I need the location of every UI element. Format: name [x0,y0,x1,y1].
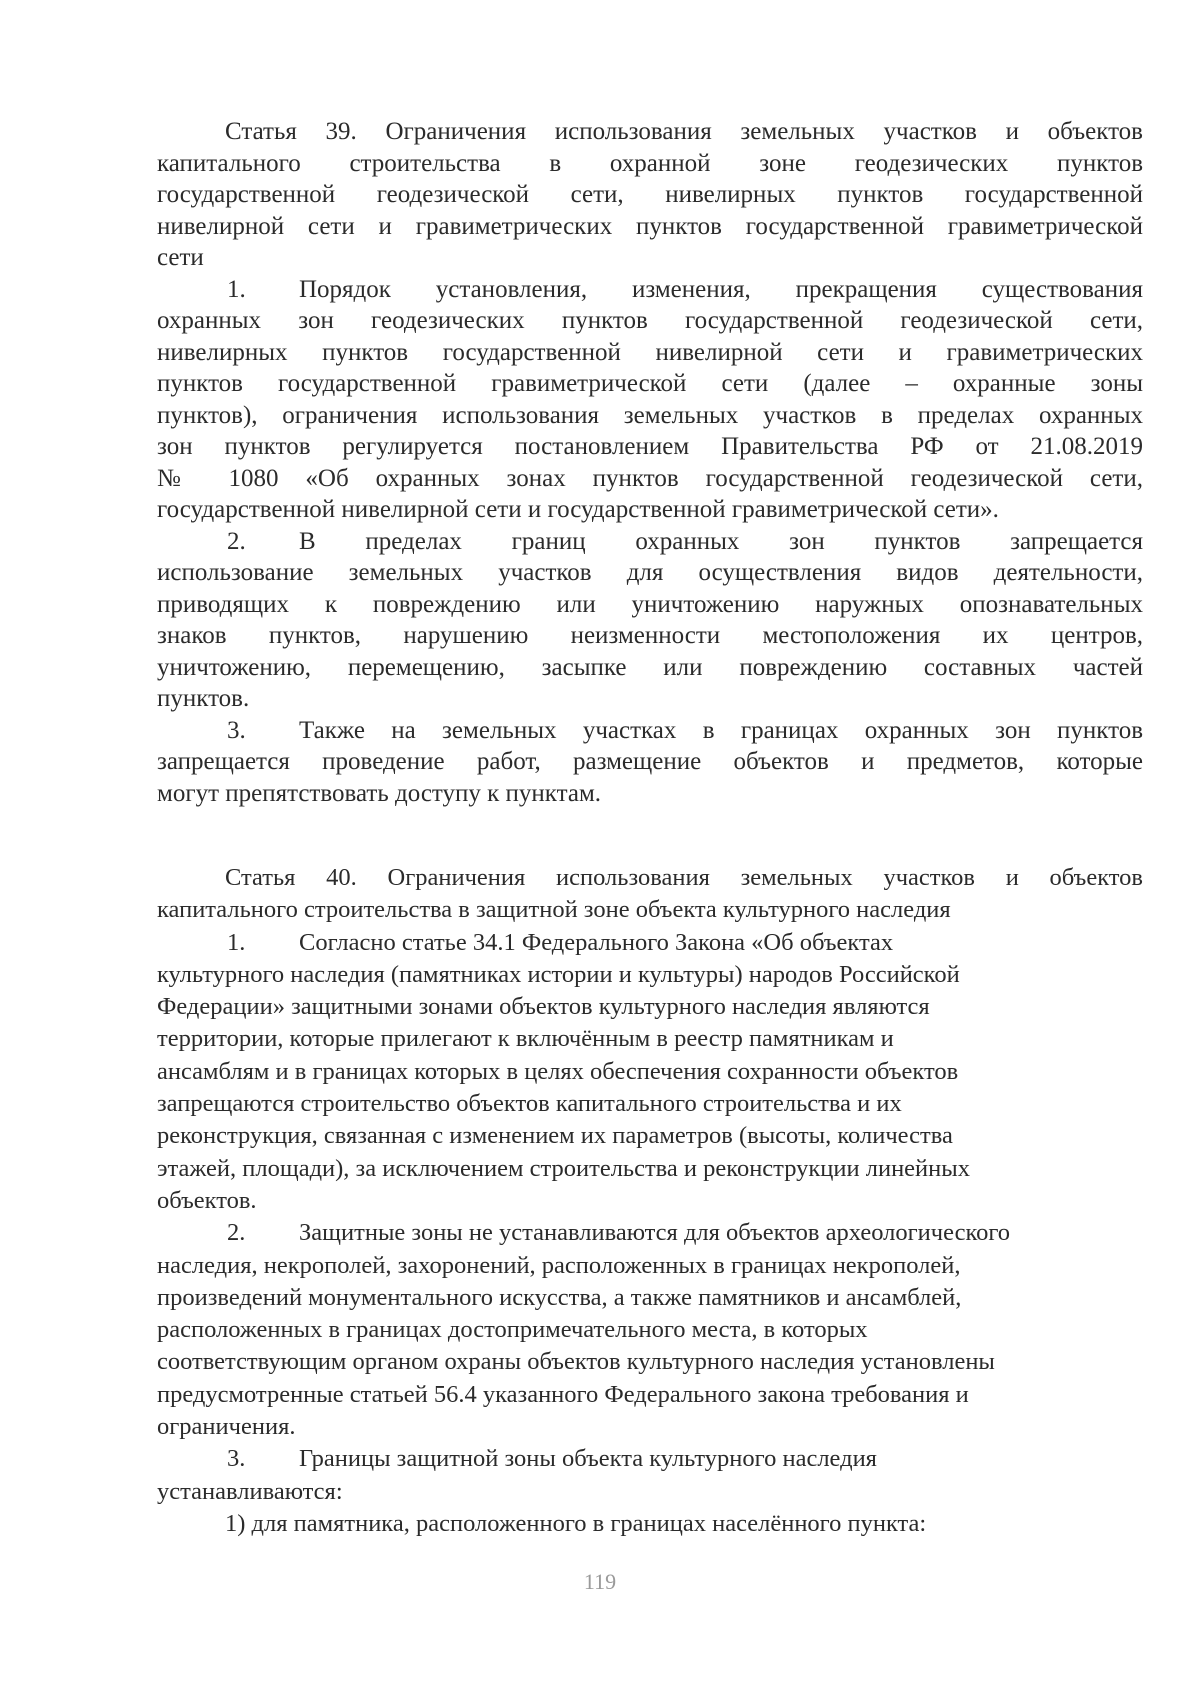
item-number: 3. [227,716,246,744]
item-line: пунктов. [157,685,250,712]
article-40-heading-line: Статья 40. Ограничения использования земельных участков и объектов [225,864,1143,891]
article-39-heading-line: государственной геодезической сети, нивелирных пунктов государственной [157,181,1143,208]
item-line: расположенных в границах достопримечательного места, в которых [157,1316,868,1344]
item-number: 1. [227,275,246,303]
item-line: этажей, площади), за исключением строительства и реконструкции линейных [157,1154,970,1182]
item-line: запрещается проведение работ, размещение объектов и предметов, которые [157,748,1143,775]
article-39-item-3 [157,715,1143,810]
article-39-heading-line: Статья 39. Ограничения использования земельных участков и объектов [225,118,1143,145]
item-number: 1. [227,928,246,956]
item-line: предусмотренные статьей 56.4 указанного Федерального закона требования и [157,1380,969,1408]
item-line: ансамблям и в границах которых в целях обеспечения сохранности объектов [157,1057,959,1085]
item-first-line: 1. Порядок установления, изменения, прекращения существования [157,274,1143,306]
article-40-item-1 [157,927,1143,1218]
item-line: пунктов государственной гравиметрической сети (далее – охранные зоны [157,370,1143,397]
item-first-line: 3. Также на земельных участках в границах охранных зон пунктов [157,715,1143,747]
article-39-item-2 [157,526,1143,715]
article-40-item-2 [157,1217,1143,1443]
item-first-line: 2. Защитные зоны не устанавливаются для объектов археологического [157,1217,1143,1249]
item-line: устанавливаются: [157,1477,343,1505]
item-line: охранных зон геодезических пунктов государственной геодезической сети, [157,307,1143,334]
item-first-line: 3. Границы защитной зоны объекта культурного наследия [157,1443,1143,1475]
item-first-line: 2. В пределах границ охранных зон пунктов запрещается [157,526,1143,558]
subitem-line: 1) для памятника, расположенного в границах населённого пункта: [225,1509,927,1537]
page-number: 119 [583,1569,617,1594]
item-line: культурного наследия (памятниках истории и культуры) народов Российской [157,960,960,988]
article-40-heading-line: капитального строительства в защитной зоне объекта культурного наследия [157,896,951,924]
item-line: наследия, некрополей, захоронений, расположенных в границах некрополей, [157,1251,961,1279]
item-line: Федерации» защитными зонами объектов культурного наследия являются [157,993,930,1021]
article-39-heading-line: капитального строительства в охранной зоне геодезических пунктов [157,149,1143,177]
item-line: пунктов), ограничения использования земельных участков в пределах охранных [157,401,1143,429]
item-number: 2. [227,527,246,555]
article-40 [157,862,1143,1540]
article-39-heading-line: нивелирной сети и гравиметрических пунктов государственной гравиметрической [157,212,1143,240]
article-39 [157,116,1143,809]
item-line: соответствующим органом охраны объектов культурного наследия установлены [157,1348,995,1376]
item-line: приводящих к повреждению или уничтожению наружных опознавательных [157,590,1143,618]
article-39-item-1 [157,274,1143,526]
item-number: 2. [227,1219,246,1247]
item-line: использование земельных участков для осуществления видов деятельности, [157,559,1143,586]
item-line: № 1080 «Об охранных зонах пунктов государственной геодезической сети, [157,464,1143,492]
item-line: зон пунктов регулируется постановлением Правительства РФ от 21.08.2019 [157,433,1143,460]
item-line: территории, которые прилегают к включённым в реестр памятникам и [157,1025,894,1053]
article-39-heading-line: сети [157,244,204,271]
item-line: государственной нивелирной сети и государственной гравиметрической сети». [157,496,999,523]
item-first-line: 1. Согласно статье 34.1 Федерального Закона «Об объектах [157,927,1143,959]
item-line: ограничения. [157,1413,296,1441]
item-line: произведений монументального искусства, а также памятников и ансамблей, [157,1283,962,1311]
item-line: нивелирных пунктов государственной нивелирной сети и гравиметрических [157,338,1143,366]
item-number: 3. [227,1445,246,1473]
item-line: уничтожению, перемещению, засыпке или повреждению составных частей [157,653,1143,681]
item-line: объектов. [157,1186,257,1214]
item-line: реконструкция, связанная с изменением их параметров (высоты, количества [157,1122,953,1150]
item-line: запрещаются строительство объектов капитального строительства и их [157,1090,902,1118]
item-line: знаков пунктов, нарушению неизменности местоположения их центров, [157,622,1143,649]
item-line: могут препятствовать доступу к пунктам. [157,779,602,807]
article-40-item-3 [157,1443,1143,1508]
